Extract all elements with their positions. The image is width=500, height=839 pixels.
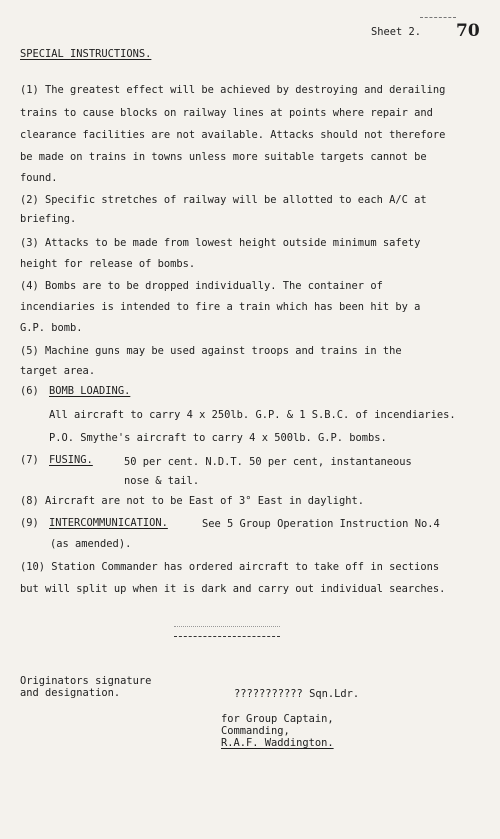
for-group-captain: for Group Captain, [221, 713, 334, 725]
p9-number: (9) [20, 517, 39, 529]
p6-line-2: P.O. Smythe's aircraft to carry 4 x 500lb. G.P. bombs. [49, 432, 387, 444]
signatory-name: ??????????? Sqn.Ldr. [234, 688, 360, 700]
p2-line-2: briefing. [20, 213, 77, 225]
p6-heading: BOMB LOADING. [49, 385, 131, 397]
p4-line-1: (4) Bombs are to be dropped individually. The container of [20, 280, 383, 292]
p4-line-3: G.P. bomb. [20, 322, 83, 334]
p1-line-5: found. [20, 172, 58, 184]
originator-label-1: Originators signature [20, 675, 152, 687]
p7-number: (7) [20, 454, 39, 466]
p4-line-2: incendiaries is intended to fire a train which has been hit by a [20, 301, 421, 313]
separator-dotted [174, 626, 280, 627]
p9-line-1: See 5 Group Operation Instruction No.4 [202, 518, 440, 530]
p6-line-1: All aircraft to carry 4 x 250lb. G.P. & 1 S.B.C. of incendiaries. [49, 409, 456, 421]
p1-line-1: (1) The greatest effect will be achieved by destroying and derailing [20, 84, 446, 96]
top-dash-rule [420, 17, 456, 18]
separator-dashed [174, 636, 280, 637]
originator-label-2: and designation. [20, 687, 121, 699]
p5-line-2: target area. [20, 365, 96, 377]
commanding-label: Commanding, [221, 725, 290, 737]
p1-line-4: be made on trains in towns unless more suitable targets cannot be [20, 151, 427, 163]
p3-line-1: (3) Attacks to be made from lowest height outside minimum safety [20, 237, 421, 249]
p7-line-2: nose & tail. [124, 475, 200, 487]
p10-line-2: but will split up when it is dark and carry out individual searches. [20, 583, 446, 595]
p3-line-2: height for release of bombs. [20, 258, 196, 270]
document-title: SPECIAL INSTRUCTIONS. [20, 48, 152, 60]
p9-line-2: (as amended). [50, 538, 132, 550]
page-number: 70 [456, 21, 480, 41]
p2-line-1: (2) Specific stretches of railway will be allotted to each A/C at [20, 194, 427, 206]
p6-number: (6) [20, 385, 39, 397]
p7-heading: FUSING. [49, 454, 93, 466]
p1-line-3: clearance facilities are not available. Attacks should not therefore [20, 129, 446, 141]
sheet-label: Sheet 2. [371, 26, 422, 38]
p8-line-1: (8) Aircraft are not to be East of 3° East in daylight. [20, 495, 365, 507]
p10-line-1: (10) Station Commander has ordered aircraft to take off in sections [20, 561, 440, 573]
p9-heading: INTERCOMMUNICATION. [49, 517, 168, 529]
station-name: R.A.F. Waddington. [221, 737, 334, 749]
p7-line-1: 50 per cent. N.D.T. 50 per cent, instantaneous [124, 456, 412, 468]
p1-line-2: trains to cause blocks on railway lines at points where repair and [20, 107, 433, 119]
p5-line-1: (5) Machine guns may be used against troops and trains in the [20, 345, 402, 357]
